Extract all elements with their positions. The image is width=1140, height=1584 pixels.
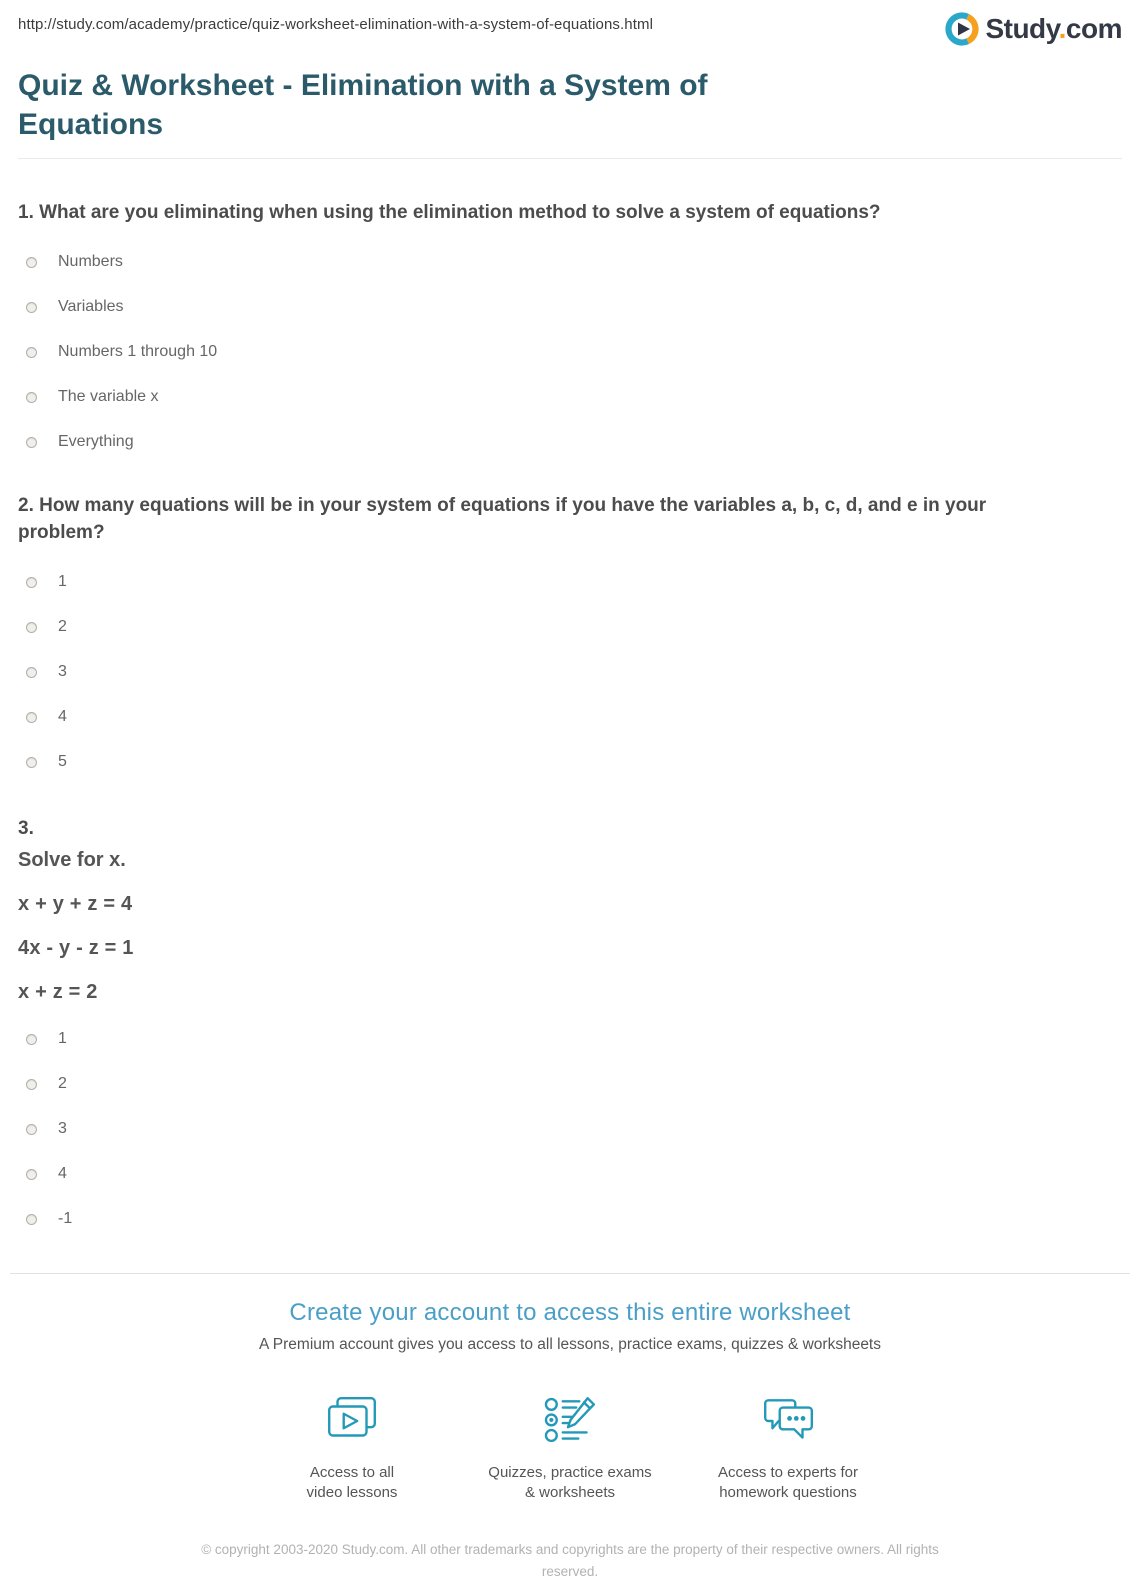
- radio-button[interactable]: [26, 302, 37, 313]
- equation-line: x + y + z = 4: [18, 892, 133, 915]
- answer-options: [18, 253, 1122, 452]
- equation-line: x + z = 2: [18, 980, 98, 1003]
- answer-option-label[interactable]: Everything: [58, 433, 134, 451]
- question-prompt: Solve for x.: [18, 848, 126, 871]
- answer-option-label[interactable]: 5: [58, 753, 67, 771]
- answer-option-label[interactable]: 2: [58, 1075, 67, 1093]
- answer-option-label[interactable]: 2: [58, 618, 67, 636]
- feature-video-lessons: [243, 1390, 461, 1504]
- quiz-worksheet-icon: [541, 1392, 599, 1450]
- answer-options: [18, 1030, 1122, 1229]
- answer-option-row[interactable]: [18, 433, 1122, 452]
- radio-button[interactable]: [26, 712, 37, 723]
- answer-option-row[interactable]: [18, 573, 1122, 592]
- cta-section: [0, 1299, 1140, 1504]
- question-block-2: [18, 492, 1122, 772]
- answer-option-row[interactable]: [18, 298, 1122, 317]
- radio-button[interactable]: [26, 257, 37, 268]
- copyright-text: © copyright 2003-2020 Study.com. All other trademarks and copyrights are the property of their respective owners. All rights reserved.: [201, 1542, 939, 1580]
- feature-label: Quizzes, practice exams & worksheets: [488, 1463, 652, 1501]
- radio-button[interactable]: [26, 622, 37, 633]
- answer-option-row[interactable]: [18, 618, 1122, 637]
- answer-option-label[interactable]: -1: [58, 1210, 73, 1228]
- radio-button[interactable]: [26, 1169, 37, 1180]
- answer-option-row[interactable]: [18, 1210, 1122, 1229]
- page-title: Quiz & Worksheet - Elimination with a System of Equations: [18, 69, 708, 141]
- radio-button[interactable]: [26, 347, 37, 358]
- answer-option-label[interactable]: Numbers 1 through 10: [58, 343, 218, 361]
- feature-label: Access to all video lessons: [306, 1463, 398, 1501]
- url-text: http://study.com/academy/practice/quiz-worksheet-elimination-with-a-system-of-equations.html: [18, 16, 653, 33]
- radio-button[interactable]: [26, 757, 37, 768]
- answer-option-row[interactable]: [18, 343, 1122, 362]
- answer-option-label[interactable]: 3: [58, 663, 67, 681]
- video-lessons-icon: [323, 1392, 381, 1450]
- studycom-logo[interactable]: [945, 12, 1122, 46]
- chat-experts-icon: [759, 1392, 817, 1450]
- radio-button[interactable]: [26, 1034, 37, 1045]
- answer-option-label[interactable]: 4: [58, 1165, 67, 1183]
- topbar: [0, 0, 1140, 52]
- answer-option-row[interactable]: [18, 753, 1122, 772]
- radio-button[interactable]: [26, 1124, 37, 1135]
- answer-option-label[interactable]: Variables: [58, 298, 124, 316]
- answer-option-row[interactable]: [18, 1075, 1122, 1094]
- question-heading: 1. What are you eliminating when using the elimination method to solve a system of equations?: [18, 202, 881, 223]
- title-section: [18, 66, 1122, 159]
- answer-option-label[interactable]: The variable x: [58, 388, 159, 406]
- radio-button[interactable]: [26, 1079, 37, 1090]
- answer-option-row[interactable]: [18, 1120, 1122, 1139]
- feature-quizzes-worksheets: [461, 1390, 679, 1504]
- answer-options: [18, 573, 1122, 772]
- radio-button[interactable]: [26, 392, 37, 403]
- feature-label: Access to experts for homework questions: [717, 1463, 859, 1501]
- logo-text: Study.com: [985, 13, 1122, 44]
- answer-option-label[interactable]: 3: [58, 1120, 67, 1138]
- question-block-3: [18, 818, 1122, 1229]
- radio-button[interactable]: [26, 437, 37, 448]
- answer-option-row[interactable]: [18, 708, 1122, 727]
- cta-heading: Create your account to access this entire worksheet: [289, 1298, 851, 1326]
- question-heading: 2. How many equations will be in your system of equations if you have the variables a, b, c, d, and e in your problem?: [18, 494, 987, 544]
- logo-play-icon: [945, 12, 979, 46]
- features-row: [0, 1390, 1140, 1504]
- answer-option-row[interactable]: [18, 388, 1122, 407]
- cta-subheading: A Premium account gives you access to all lessons, practice exams, quizzes & worksheets: [259, 1335, 881, 1353]
- answer-option-row[interactable]: [18, 253, 1122, 272]
- question-number: 3.: [18, 817, 34, 839]
- equation-line: 4x - y - z = 1: [18, 936, 134, 959]
- feature-homework-experts: [679, 1390, 897, 1504]
- answer-option-row[interactable]: [18, 663, 1122, 682]
- answer-option-row[interactable]: [18, 1165, 1122, 1184]
- answer-option-label[interactable]: 1: [58, 573, 67, 591]
- answer-option-label[interactable]: 1: [58, 1030, 67, 1048]
- radio-button[interactable]: [26, 667, 37, 678]
- answer-option-label[interactable]: Numbers: [58, 253, 123, 271]
- radio-button[interactable]: [26, 1214, 37, 1225]
- quiz-body: [0, 199, 1140, 1229]
- answer-option-row[interactable]: [18, 1030, 1122, 1049]
- answer-option-label[interactable]: 4: [58, 708, 67, 726]
- section-divider: [10, 1273, 1130, 1274]
- radio-button[interactable]: [26, 577, 37, 588]
- question-block-1: [18, 199, 1122, 452]
